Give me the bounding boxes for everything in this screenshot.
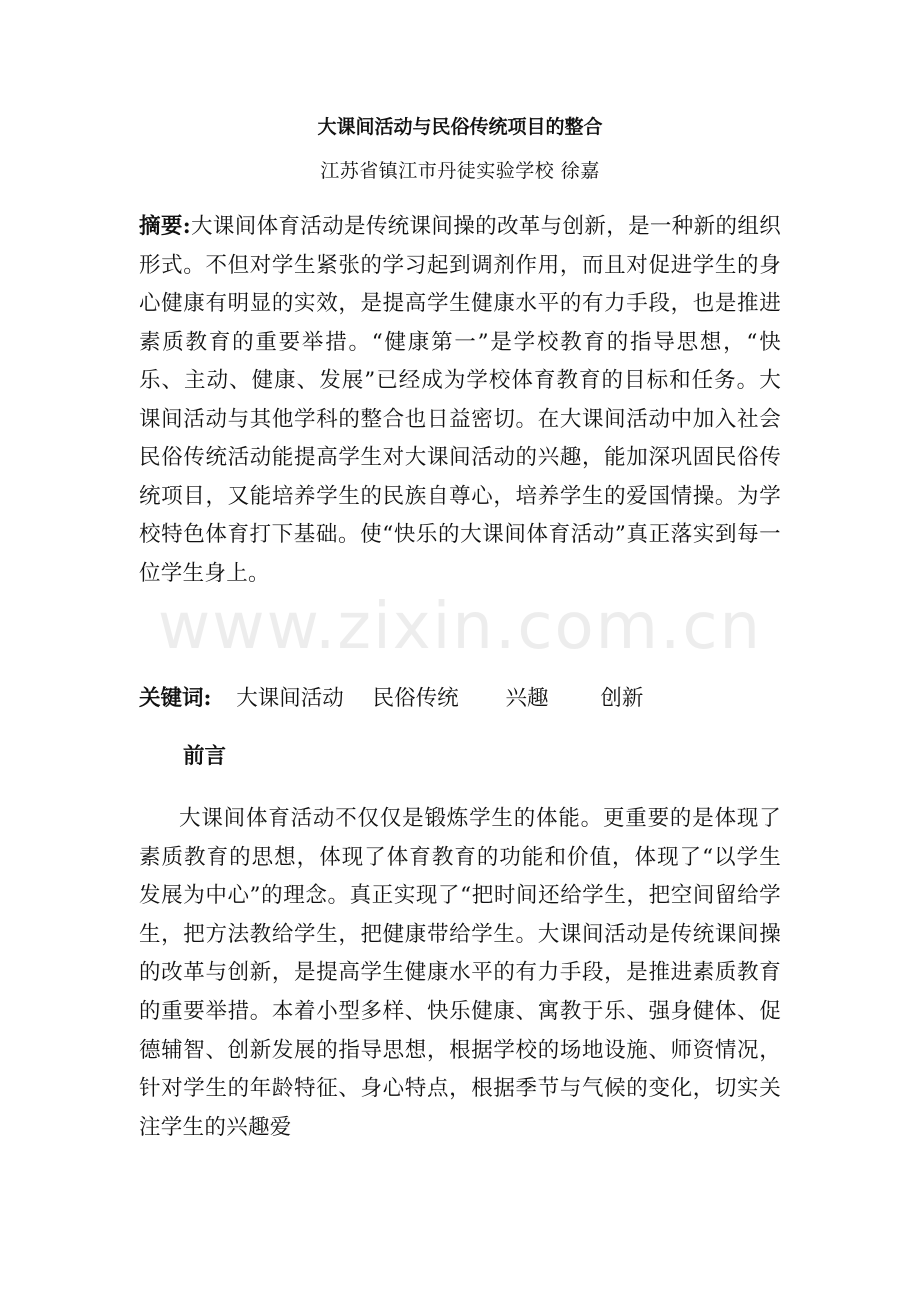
author-line: 江苏省镇江市丹徒实验学校 徐嘉 — [320, 160, 600, 182]
keyword: 兴趣 — [505, 686, 549, 711]
abstract-paragraph — [139, 208, 781, 593]
keyword: 创新 — [600, 686, 644, 711]
watermark: www.zixin.com.cn — [157, 590, 763, 664]
preface-paragraph: 大课间体育活动不仅仅是锻炼学生的体能。更重要的是体现了素质教育的思想，体现了体育教育的功能和价值，体现了“以学生发展为中心”的理念。真正实现了“把时间还给学生，把空间留给学生，把方法教给学生，把健康带给学生。大课间活动是传统课间操的改革与创新，是提高学生健康水平的有力手段，是推进素质教育的重要举措。本着小型多样、快乐健康、寓教于乐、强身健体、促德辅智、创新发展的指导思想，根据学校的场地设施、师资情况，针对学生的年龄特征、身心特点，根据季节与气候的变化，切实关注学生的兴趣爱 — [139, 806, 781, 1140]
document-title: 大课间活动与民俗传统项目的整合 — [317, 116, 603, 138]
keywords-line — [139, 680, 781, 718]
abstract-label: 摘要: — [139, 214, 191, 239]
preface-heading: 前言 — [183, 744, 227, 769]
keyword: 大课间活动 — [236, 686, 344, 711]
abstract-text: 大课间体育活动是传统课间操的改革与创新，是一种新的组织形式。不但对学生紧张的学习起到调剂作用，而且对促进学生的身心健康有明显的实效，是提高学生健康水平的有力手段，也是推进素质教育的重要举措。“健康第一”是学校教育的指导思想，“快乐、主动、健康、发展”已经成为学校体育教育的目标和任务。大课间活动与其他学科的整合也日益密切。在大课间活动中加入社会民俗传统活动能提高学生对大课间活动的兴趣，能加深巩固民俗传统项目，又能培养学生的民族自尊心，培养学生的爱国情操。为学校特色体育打下基础。使“快乐的大课间体育活动”真正落实到每一位学生身上。 — [139, 214, 781, 586]
keywords-label: 关键词: — [139, 686, 212, 711]
keyword: 民俗传统 — [372, 686, 459, 711]
